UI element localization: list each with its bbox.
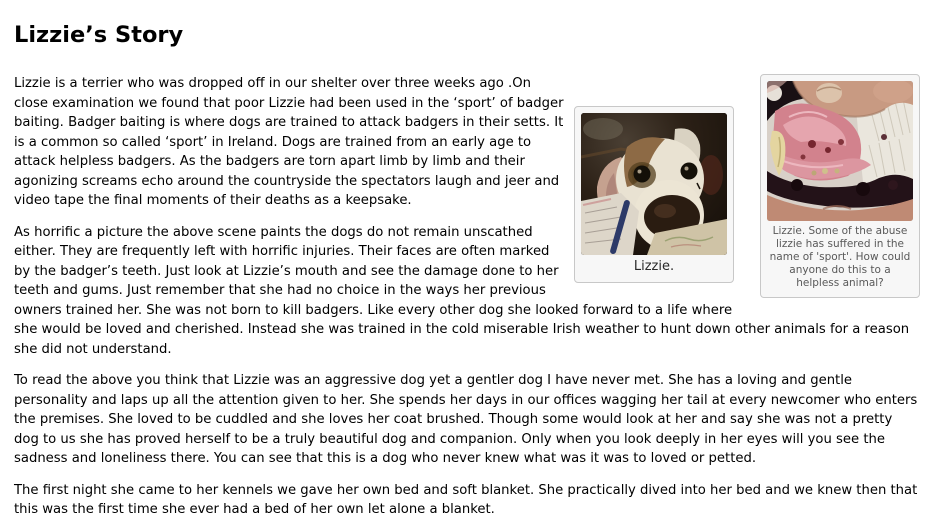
story-paragraph-1: Lizzie is a terrier who was dropped off in our shelter over three weeks ago .On close examination we found that poor Lizzie had been used in the ‘sport’ of badger baiting. Badger baiting is where dogs are trained to attack badgers in their setts. It is a common so called ‘sport’ in Ireland. Dogs are trained from an early age to attack helpless badgers. As the badgers are torn apart limb by limb and their agonizing screams echo around the countryside the spectators laugh and jeer and video tape the final moments of their deaths as a keepsake.: [14, 76, 564, 208]
story-paragraph-4: The first night she came to her kennels we gave her own bed and soft blanket. She practically dived into her bed and we knew then that this was the first time she ever had a bed of her own let alone a blanket.: [14, 482, 918, 517]
story-paragraph-3: To read the above you think that Lizzie was an aggressive dog yet a gentler dog I have never met. She has a loving and gentle personality and laps up all the attention given to her. She spends her days in our offices wagging her tail at every newcomer who enters the premises. She loved to be cuddled and she loves her coat brushed. Though some would look at her and say she was not a pretty dog to us she has proved herself to be a truly beautiful dog and companion. Only when you look deeply in her eyes will you see the sadness and loneliness there. You can see that this is a dog who never knew what was it was to loved or petted.: [14, 373, 918, 466]
mouth-photo-caption: Lizzie. Some of the abuse lizzie has suffered in the name of 'sport'. How could anyone do this to a helpless animal?: [769, 225, 911, 289]
lizzie-mouth-photo: [767, 81, 913, 221]
article-body: [14, 74, 920, 520]
portrait-photo-caption: Lizzie.: [633, 259, 675, 274]
story-paragraph-2: As horrific a picture the above scene paints the dogs do not remain unscathed either. They are frequently left with horrific injuries. Their faces are often marked by the badger’s teeth. Just look at Lizzie’s mouth and see the damage done to her teeth and gums. Just remember that she had no choice in the ways her previous owners trained her. She was not born to kill badgers. Like every other dog she looked forward to a life where she would be loved and cherished. Instead she was trained in the cold miserable Irish weather to hunt down other animals for a reason she did not understand.: [14, 224, 910, 357]
lizzie-portrait-photo: [581, 113, 727, 255]
figure-lizzie-portrait: [574, 106, 734, 283]
page-title: Lizzie’s Story: [14, 22, 184, 48]
figure-lizzie-mouth: [760, 74, 920, 298]
